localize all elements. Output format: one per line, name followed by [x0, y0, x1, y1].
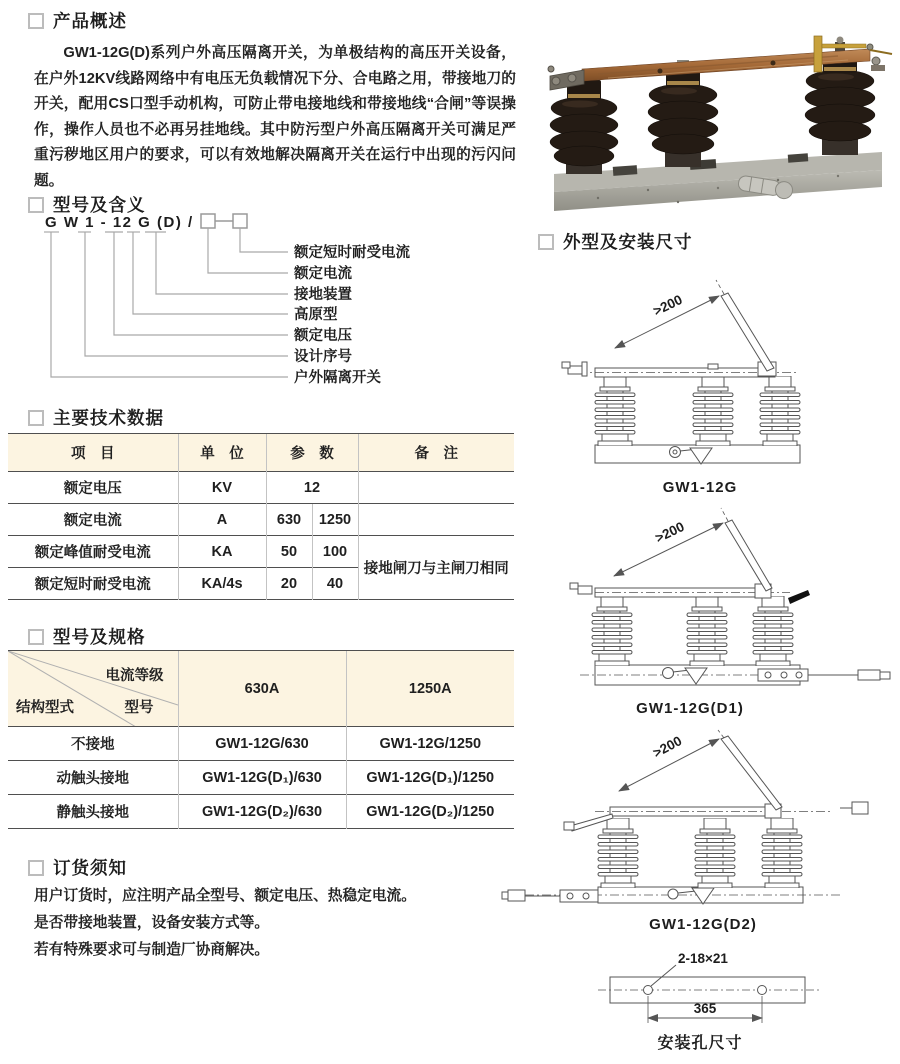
model-callout-lines: [44, 228, 288, 377]
dimension-gt200: [619, 733, 719, 791]
section-square-icon: [538, 234, 554, 250]
model-label: 接地装置: [294, 287, 352, 303]
outline-title-text: 外型及安装尺寸: [563, 232, 693, 252]
drawing-caption-gw1-12g-d2: GW1-12G(D2): [649, 916, 757, 933]
cell-model-1250: GW1-12G/1250: [346, 727, 514, 761]
cell-unit: KA/4s: [178, 568, 266, 600]
ordering-title-text: 订货须知: [53, 858, 127, 878]
model-label: 高原型: [294, 307, 338, 323]
cell-structure: 不接地: [8, 727, 178, 761]
outline-section-title: [538, 229, 693, 254]
col-header-unit: 单 位: [178, 434, 266, 472]
hole-span-label: 365: [693, 1001, 717, 1016]
dim-label: >200: [650, 733, 685, 761]
diag-label-current-grade: 电流等级: [105, 668, 164, 684]
outline-drawing-gw1-12g-d1: [540, 503, 900, 698]
cell-structure: 静触头接地: [8, 795, 178, 829]
tech-data-table: [8, 433, 514, 600]
cell-unit: A: [178, 504, 266, 536]
ordering-notes: [34, 883, 514, 964]
model-label: 额定电压: [294, 328, 352, 344]
outline-drawing-gw1-12g: [558, 268, 888, 478]
diagonal-header-cell: [8, 651, 178, 727]
ordering-section-title: [28, 855, 127, 880]
hole-spec-label: 2-18×21: [678, 951, 728, 966]
cell-param: 12: [266, 472, 358, 504]
model-placeholder-box: [201, 214, 215, 228]
model-placeholder-box: [233, 214, 247, 228]
table-row: [8, 795, 514, 829]
cell-model-1250: GW1-12G(D₁)/1250: [346, 761, 514, 795]
table-row: [8, 536, 514, 568]
col-header-1250a: 1250A: [346, 651, 514, 727]
cell-item: 额定短时耐受电流: [8, 568, 178, 600]
dimension-gt200: [614, 519, 723, 576]
spec-table: [8, 650, 514, 829]
model-label: 设计序号: [294, 349, 352, 365]
cell-unit: KA: [178, 536, 266, 568]
model-callout-labels: [293, 243, 410, 386]
drawing-caption-gw1-12g: GW1-12G: [662, 479, 738, 496]
dim-label: >200: [652, 518, 687, 546]
cell-param: 100: [312, 536, 358, 568]
col-header-630a: 630A: [178, 651, 346, 727]
table-row: [8, 504, 514, 536]
cell-model-630: GW1-12G(D₁)/630: [178, 761, 346, 795]
model-code-text: G W 1 - 12 G (D) /: [45, 214, 194, 231]
overview-title-text: 产品概述: [53, 11, 127, 31]
cell-param: 50: [266, 536, 312, 568]
cell-param: 20: [266, 568, 312, 600]
section-square-icon: [28, 410, 44, 426]
table-row: [8, 761, 514, 795]
ordering-line: 用户订货时，应注明产品全型号、额定电压、热稳定电流。: [34, 888, 416, 904]
col-header-param: 参 数: [266, 434, 358, 472]
cell-model-630: GW1-12G/630: [178, 727, 346, 761]
cell-param: 1250: [312, 504, 358, 536]
ordering-line: 若有特殊要求可与制造厂协商解决。: [34, 942, 270, 958]
cell-model-630: GW1-12G(D₂)/630: [178, 795, 346, 829]
col-header-item: 项 目: [8, 434, 178, 472]
insulator-left: [550, 80, 618, 174]
table-row: [8, 472, 514, 504]
mounting-drawing-caption: 安装孔尺寸: [657, 1035, 743, 1052]
overview-section-title: [28, 8, 127, 33]
section-square-icon: [28, 860, 44, 876]
col-header-note: 备 注: [358, 434, 514, 472]
model-meaning-diagram: [35, 211, 515, 399]
outline-drawing-gw1-12g-d2: [500, 728, 900, 916]
table-row: [8, 727, 514, 761]
cell-item: 额定电压: [8, 472, 178, 504]
insulator-middle: [648, 60, 718, 167]
spec-section-title: [28, 624, 146, 649]
tech-data-section-title: [28, 405, 164, 430]
mounting-hole-drawing: [590, 945, 850, 1030]
model-meaning-title-text: 型号及含义: [53, 195, 146, 215]
cell-param: 630: [266, 504, 312, 536]
drawing-caption-gw1-12g-d1: GW1-12G(D1): [636, 700, 744, 717]
diag-label-model: 型号: [124, 700, 154, 716]
grounding-flag: [788, 590, 810, 604]
dimension-gt200: [615, 292, 719, 348]
model-label: 户外隔离开关: [294, 370, 381, 386]
cell-structure: 动触头接地: [8, 761, 178, 795]
overview-paragraph: GW1-12G(D)系列户外高压隔离开关，为单极结构的高压开关设备，在户外12KV线路网络中有电压无负载情况下分、合电路之用，带接地刀的开关，配用CS口型手动机构，可防止带电接地线和带接地线“合闸”等误操作，操作人员也不必再另挂地线。其中防污型户外高压隔离开关可满足严重污秽地区用户的要求，可以有效地解决隔离开关在运行中出现的污闪问题。: [34, 45, 516, 189]
model-label: 额定短时耐受电流: [294, 245, 410, 261]
dim-label: >200: [650, 291, 685, 319]
table-header-row: [8, 434, 514, 472]
ordering-line: 是否带接地装置，设备安装方式等。: [34, 915, 270, 931]
spec-title-text: 型号及规格: [53, 627, 146, 647]
cell-note: 接地闸刀与主闸刀相同: [358, 536, 514, 600]
section-square-icon: [28, 13, 44, 29]
cell-item: 额定峰值耐受电流: [8, 536, 178, 568]
diag-label-structure: 结构型式: [16, 700, 74, 716]
table-header-row: [8, 651, 514, 727]
cell-item: 额定电流: [8, 504, 178, 536]
product-photo: [538, 20, 895, 232]
cell-note: [358, 472, 514, 504]
model-label: 额定电流: [294, 266, 352, 282]
cell-model-1250: GW1-12G(D₂)/1250: [346, 795, 514, 829]
tech-data-title-text: 主要技术数据: [53, 408, 164, 428]
cell-param: 40: [312, 568, 358, 600]
cell-note: [358, 504, 514, 536]
cell-unit: KV: [178, 472, 266, 504]
section-square-icon: [28, 629, 44, 645]
